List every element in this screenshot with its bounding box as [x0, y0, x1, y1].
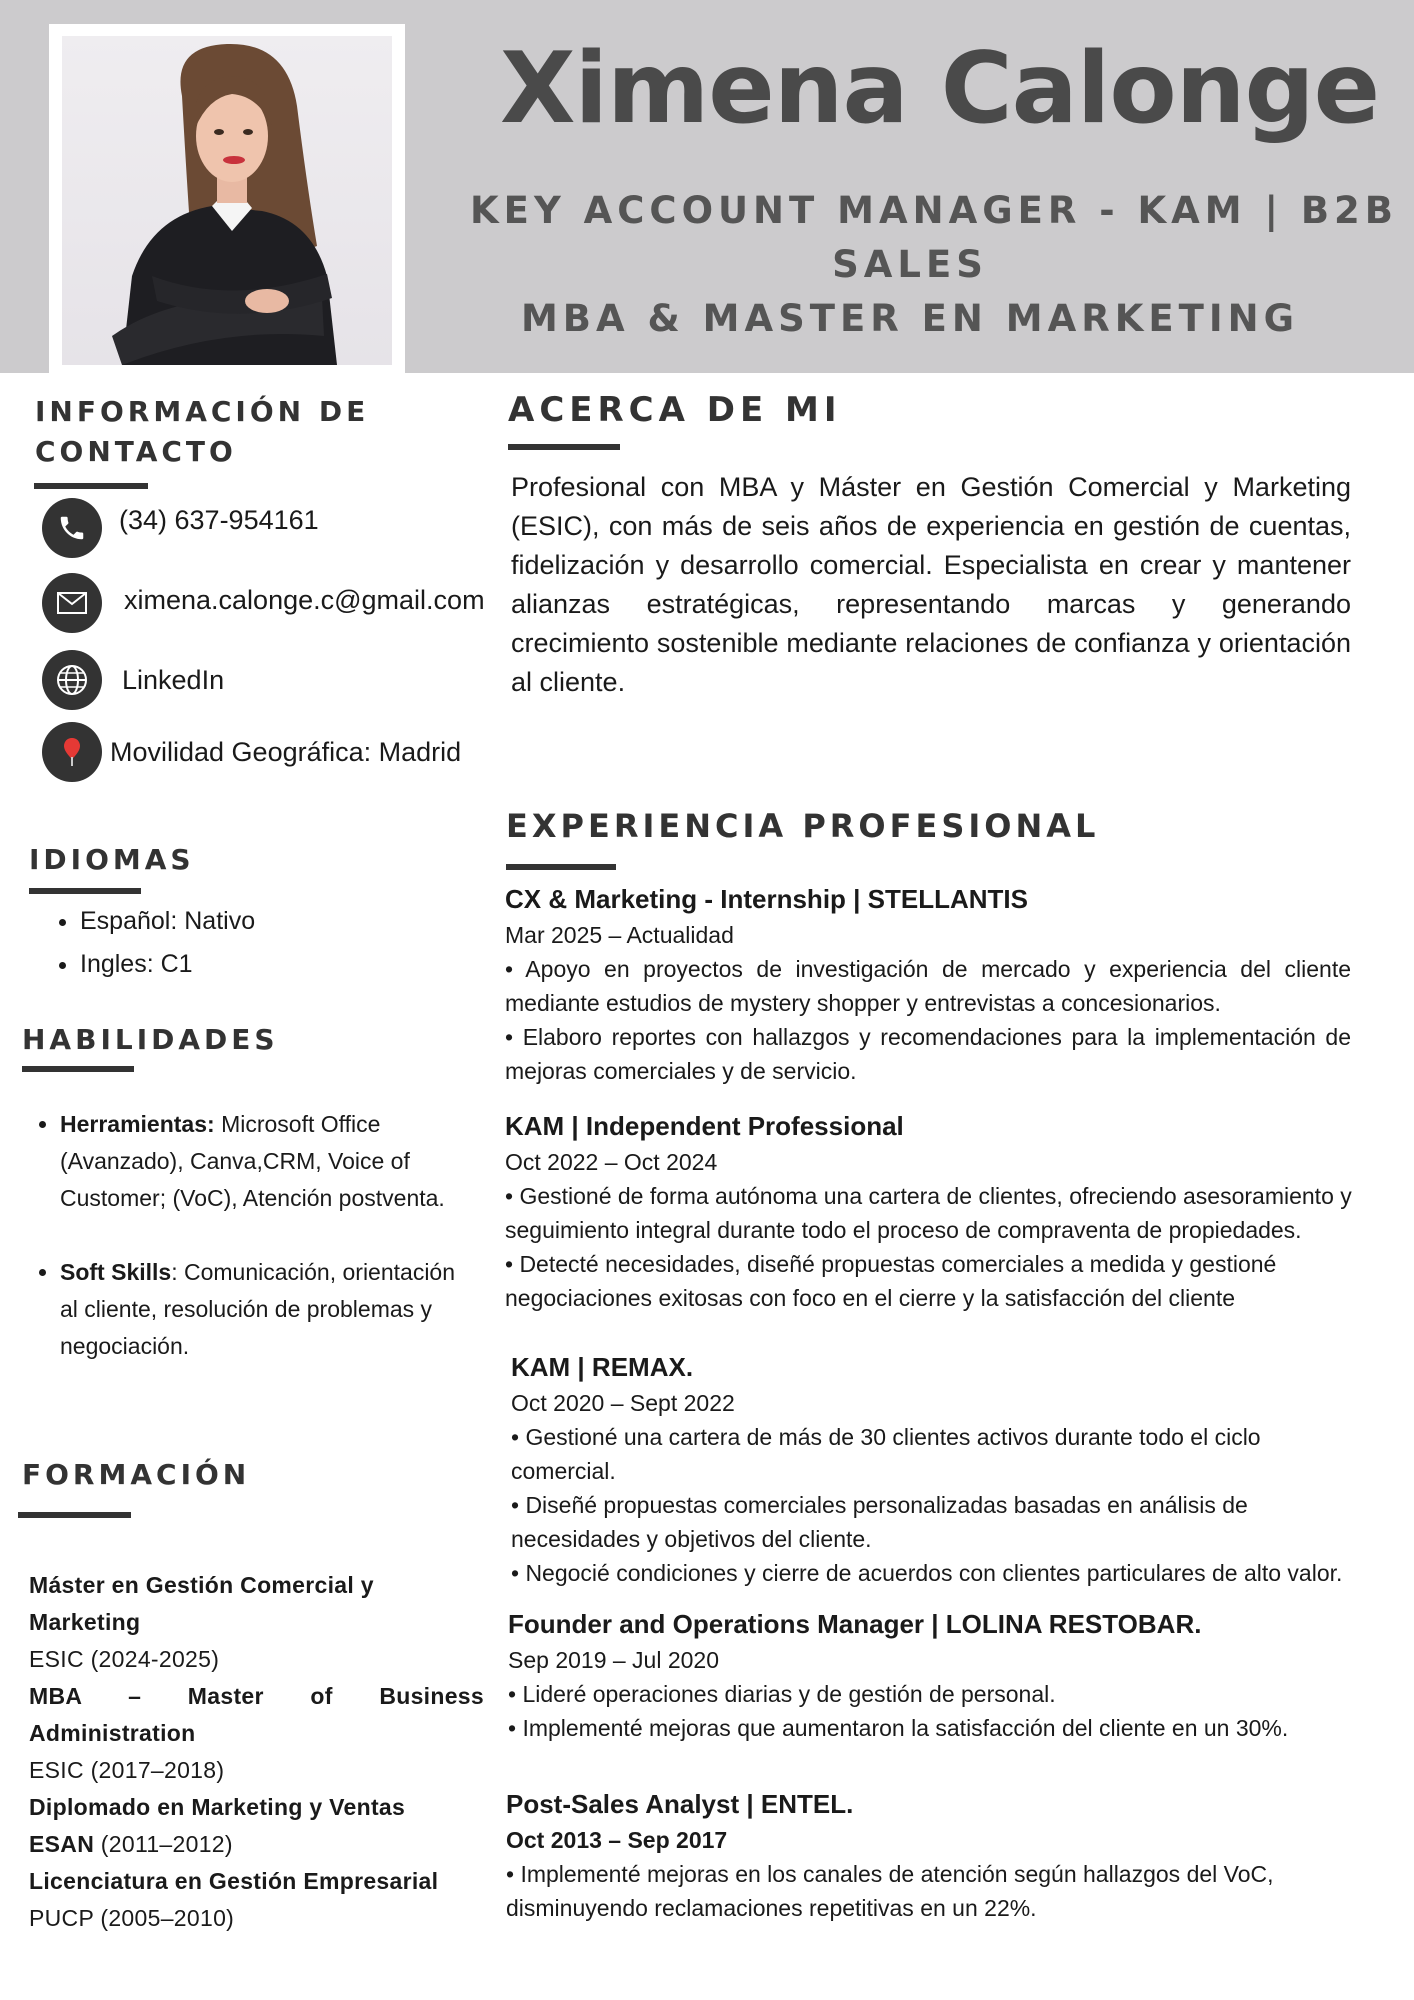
skills-section-title: HABILIDADES	[22, 1023, 279, 1056]
experience-section-title: EXPERIENCIA PROFESIONAL	[506, 807, 1100, 845]
education-title-underline	[18, 1512, 131, 1518]
profile-photo-frame	[49, 24, 405, 376]
job-dates: Mar 2025 – Actualidad	[505, 922, 734, 948]
skill-label: Soft Skills	[60, 1259, 172, 1285]
job-title: KAM | REMAX.	[511, 1352, 694, 1382]
language-item: • Ingles: C1	[80, 943, 255, 986]
job-bullet: • Lideré operaciones diarias y de gestión de personal.	[508, 1681, 1056, 1707]
contact-linkedin-link[interactable]: LinkedIn	[122, 664, 225, 695]
about-section-title: ACERCA DE MI	[508, 390, 842, 430]
job-bullet: • Gestioné una cartera de más de 30 clientes activos durante todo el ciclo comercial.	[511, 1424, 1261, 1484]
job-title: Post-Sales Analyst | ENTEL.	[506, 1789, 854, 1819]
job-entry	[511, 1348, 1391, 1590]
job-bullet: • Gestioné de forma autónoma una cartera de clientes, ofreciendo asesoramiento y seguimiento integral durante todo el proceso de compraventa de propiedades.	[505, 1183, 1352, 1243]
job-bullet: • Elaboro reportes con hallazgos y recomendaciones para la implementación de mejoras comerciales y de servicio.	[505, 1024, 1351, 1084]
education-institution: PUCP (2005–2010)	[29, 1905, 235, 1931]
globe-icon	[42, 650, 102, 710]
mail-icon	[42, 573, 102, 633]
contact-email-text[interactable]: ximena.calonge.c@gmail.com	[124, 584, 485, 615]
job-bullet: • Negocié condiciones y cierre de acuerdos con clientes particulares de alto valor.	[511, 1560, 1343, 1586]
profile-photo	[62, 36, 392, 365]
portrait-illustration	[62, 36, 392, 365]
skill-item	[60, 1254, 460, 1365]
languages-section-title: IDIOMAS	[29, 843, 195, 876]
education-degree: Licenciatura en Gestión Empresarial	[29, 1868, 439, 1894]
job-dates: Oct 2022 – Oct 2024	[505, 1149, 718, 1175]
education-degree: Máster en Gestión Comercial y Marketing	[29, 1572, 374, 1635]
language-item: • Español: Nativo	[80, 900, 255, 943]
contact-phone-text: (34) 637-954161	[119, 504, 319, 535]
job-title: CX & Marketing - Internship | STELLANTIS	[505, 884, 1028, 914]
skill-label: Herramientas:	[60, 1111, 215, 1137]
job-entry	[508, 1605, 1368, 1745]
contact-phone-row	[42, 499, 319, 557]
headline-line-1: KEY ACCOUNT MANAGER - KAM | B2B	[470, 189, 1399, 232]
education-degree: MBA – Master of Business Administration	[29, 1683, 484, 1746]
education-institution: ESAN (2011–2012)	[29, 1831, 233, 1857]
about-title-underline	[508, 444, 620, 450]
contact-title-line-2: CONTACTO	[35, 435, 237, 468]
contact-location-row	[42, 723, 461, 781]
job-dates: Oct 2013 – Sep 2017	[506, 1827, 728, 1853]
experience-title-underline	[506, 864, 616, 870]
about-text: Profesional con MBA y Máster en Gestión Comercial y Marketing (ESIC), con más de seis años de experiencia en gestión de cuentas, fidelización y desarrollo comercial. Especialista en crear y mantener alianzas estratégicas, representando marcas y generando crecimiento sostenible mediante relaciones de confianza y orientación al cliente.	[511, 472, 1351, 697]
job-dates: Oct 2020 – Sept 2022	[511, 1390, 735, 1416]
education-degree: Diplomado en Marketing y Ventas	[29, 1794, 406, 1820]
education-institution: ESIC (2024-2025)	[29, 1646, 220, 1672]
headline-line-3: MBA & MASTER EN MARKETING	[520, 297, 1300, 340]
job-title: KAM | Independent Professional	[505, 1111, 904, 1141]
headline	[470, 184, 1399, 346]
job-bullet: • Implementé mejoras que aumentaron la satisfacción del cliente en un 30%.	[508, 1715, 1289, 1741]
job-entry	[505, 1107, 1371, 1315]
languages-title-underline	[29, 888, 141, 894]
job-bullet: • Apoyo en proyectos de investigación de mercado y experiencia del cliente mediante estudios de mystery shopper y entrevistas a concesionarios.	[505, 956, 1351, 1016]
contact-title-line-1: INFORMACIÓN DE	[35, 395, 370, 428]
education-institution: ESIC (2017–2018)	[29, 1757, 225, 1783]
location-pin-icon	[42, 722, 102, 782]
skill-text: : Comunicación, orientación al cliente, resolución de problemas y negociación.	[60, 1259, 456, 1359]
job-entry	[505, 880, 1351, 1088]
job-bullet: • Implementé mejoras en los canales de atención según hallazgos del VoC, disminuyendo reclamaciones repetitivas en un 22%.	[506, 1861, 1274, 1921]
contact-title-underline	[34, 483, 148, 489]
job-bullet: • Diseñé propuestas comerciales personalizadas basadas en análisis de necesidades y objetivos del cliente.	[511, 1492, 1248, 1552]
headline-line-2: SALES	[832, 243, 988, 286]
contact-location-text: Movilidad Geográfica: Madrid	[110, 736, 462, 767]
job-title: Founder and Operations Manager | LOLINA RESTOBAR.	[508, 1609, 1202, 1639]
phone-icon	[42, 498, 102, 558]
contact-linkedin-row	[42, 651, 224, 709]
skills-title-underline	[22, 1066, 134, 1072]
education-section-title: FORMACIÓN	[22, 1458, 251, 1491]
skill-item	[60, 1106, 460, 1217]
job-bullet: • Detecté necesidades, diseñé propuestas comerciales a medida y gestioné negociaciones exitosas con foco en el cierre y la satisfacción del cliente	[505, 1251, 1277, 1311]
languages-list	[40, 900, 255, 986]
contact-email-row	[42, 574, 485, 632]
skills-list	[20, 1106, 460, 1365]
skill-text: Microsoft Office (Avanzado), Canva,CRM, Voice of Customer; (VoC), Atención postventa.	[60, 1111, 445, 1211]
job-entry	[506, 1785, 1326, 1925]
candidate-name: Ximena Calonge	[500, 32, 1380, 146]
education-list	[29, 1567, 484, 1937]
job-dates: Sep 2019 – Jul 2020	[508, 1647, 720, 1673]
contact-section-title	[35, 392, 369, 472]
